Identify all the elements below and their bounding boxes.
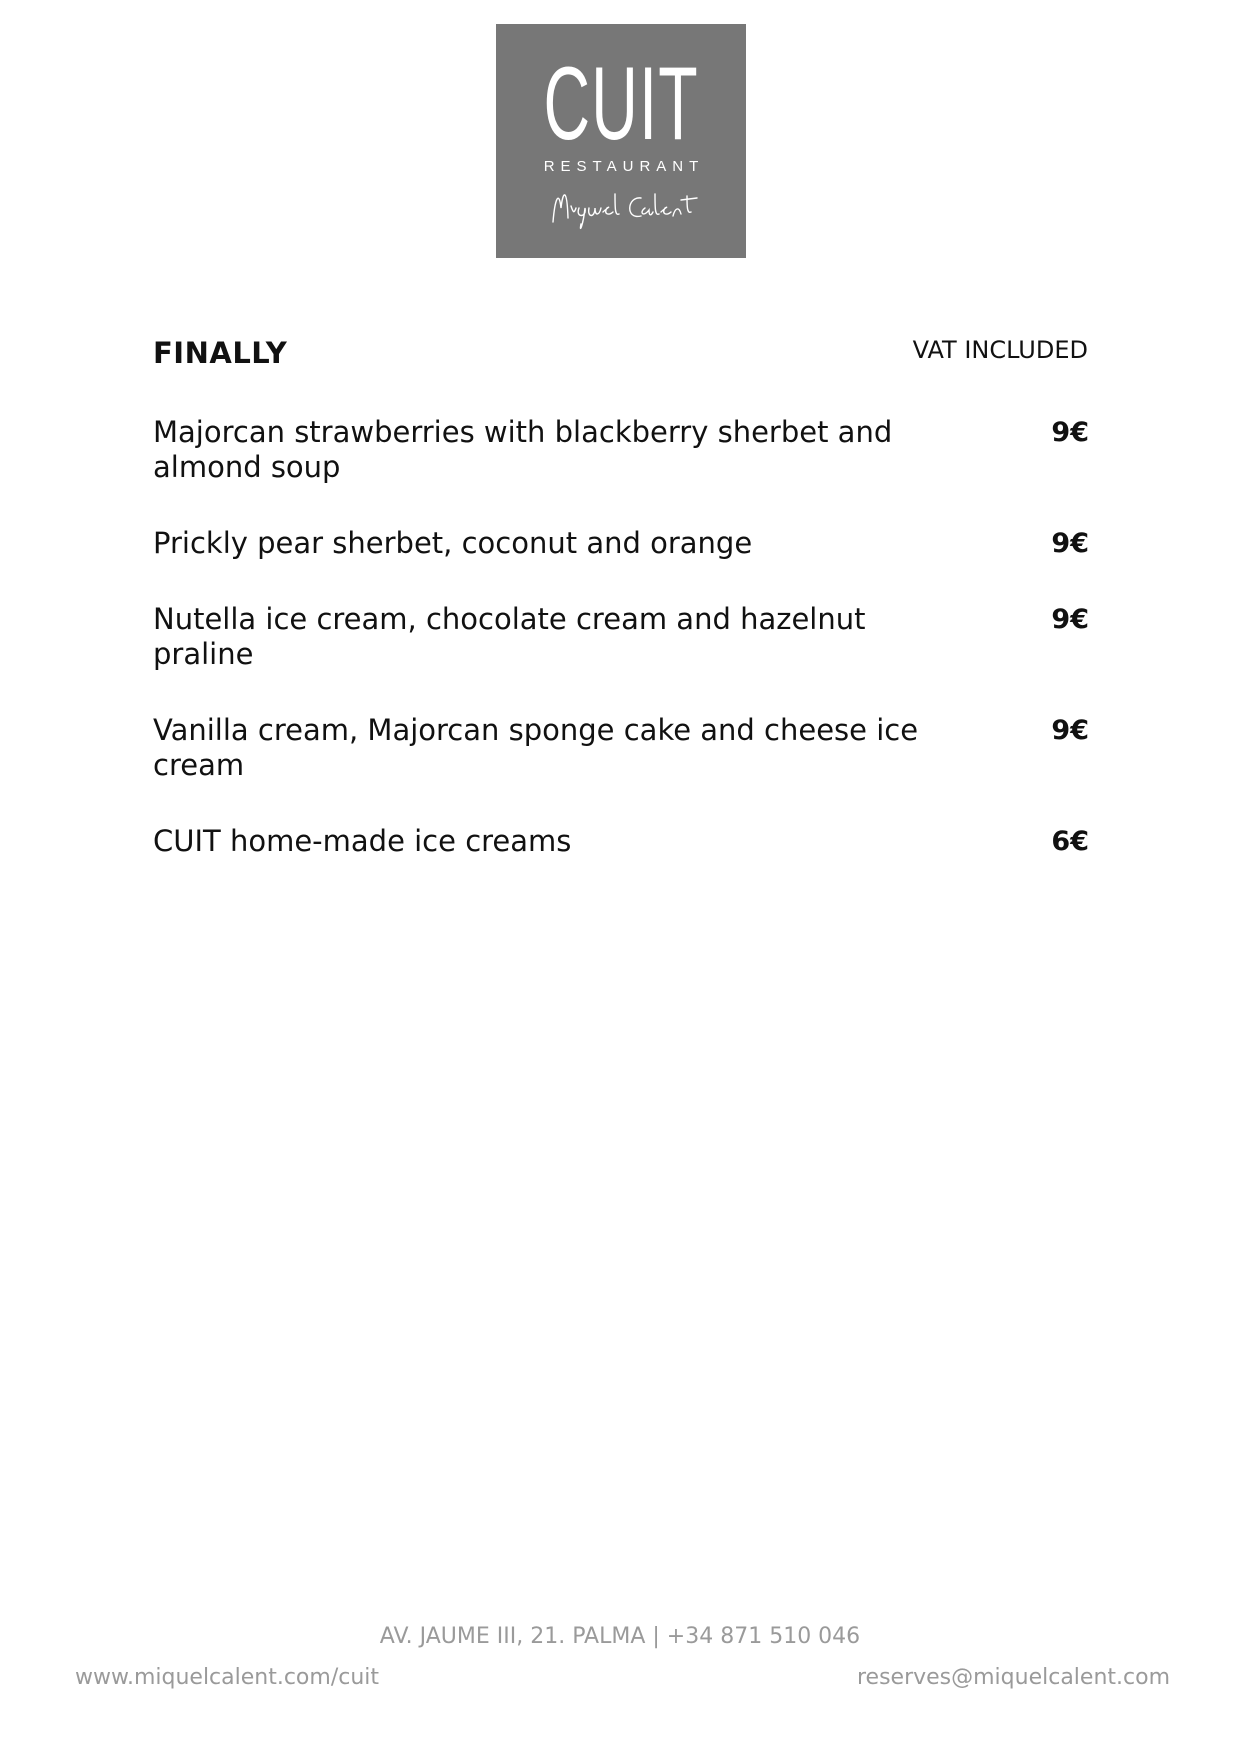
- footer-website-link[interactable]: www.miquelcalent.com/cuit: [75, 1665, 380, 1690]
- restaurant-logo: [496, 24, 746, 258]
- menu-item-name: Majorcan strawberries with blackberry sherbet and almond soup: [153, 415, 893, 484]
- menu-item: [153, 824, 1089, 859]
- menu-item: [153, 602, 1089, 672]
- footer-address: AV. JAUME III, 21. PALMA | +34 871 510 046: [379, 1624, 861, 1649]
- menu-item-price: 9€: [1051, 528, 1089, 559]
- menu-item-name: Prickly pear sherbet, coconut and orange: [153, 526, 753, 560]
- menu-item: [153, 713, 1089, 783]
- menu-item-name: Vanilla cream, Majorcan sponge cake and cheese ice cream: [153, 713, 919, 782]
- menu-item-price: 9€: [1051, 417, 1089, 448]
- menu-item: [153, 415, 1089, 485]
- menu-item-name: Nutella ice cream, chocolate cream and hazelnut praline: [153, 602, 866, 671]
- logo-wordmark: CUIT: [543, 46, 699, 162]
- menu-item-name: CUIT home-made ice creams: [153, 824, 572, 858]
- menu-item: [153, 526, 1089, 561]
- menu-item-price: 6€: [1051, 826, 1089, 857]
- menu-list: [153, 415, 1089, 900]
- section-title: FINALLY: [153, 336, 288, 370]
- menu-item-price: 9€: [1051, 604, 1089, 635]
- menu-item-price: 9€: [1051, 715, 1089, 746]
- logo-subtitle: RESTAURANT: [543, 158, 705, 175]
- vat-note: VAT INCLUDED: [912, 336, 1088, 364]
- footer-email-link[interactable]: reserves@miquelcalent.com: [856, 1665, 1170, 1690]
- logo-signature: [496, 178, 746, 238]
